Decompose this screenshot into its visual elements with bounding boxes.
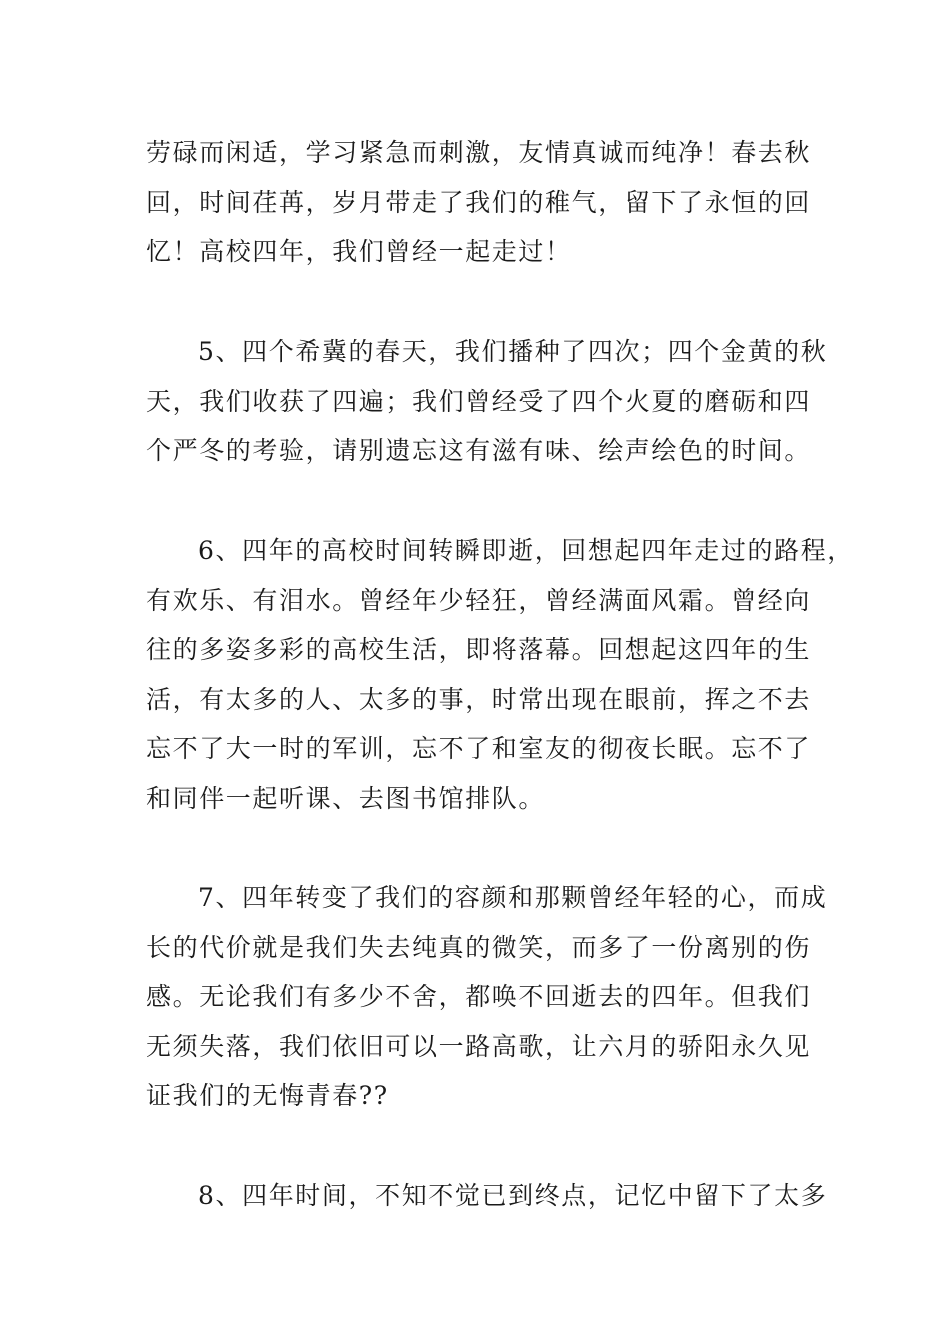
paragraph-7 xyxy=(146,873,828,1121)
text-line: 长的代价就是我们失去纯真的微笑，而多了一份离别的伤 xyxy=(146,932,812,962)
text-line: 回，时间荏苒，岁月带走了我们的稚气，留下了永恒的回 xyxy=(146,187,812,217)
text-line: 劳碌而闲适，学习紧急而刺激，友情真诚而纯净！春去秋 xyxy=(146,138,812,167)
paragraph-6 xyxy=(146,526,854,823)
text-line: 往的多姿多彩的高校生活，即将落幕。回想起这四年的生 xyxy=(146,635,812,664)
paragraph-8 xyxy=(146,1171,828,1221)
text-line: 活，有太多的人、太多的事，时常出现在眼前，挥之不去 xyxy=(146,684,812,714)
text-line: 天，我们收获了四遍；我们曾经受了四个火夏的磨砺和四 xyxy=(146,386,812,416)
text-line: 忆！高校四年，我们曾经一起走过！ xyxy=(146,237,572,266)
text-line: 有欢乐、有泪水。曾经年少轻狂，曾经满面风霜。曾经向 xyxy=(146,585,812,615)
text-line: 无须失落，我们依旧可以一路高歌，让六月的骄阳永久见 xyxy=(146,1031,812,1061)
text-line: 7、四年转变了我们的容颜和那颗曾经年轻的心，而成 xyxy=(198,883,828,912)
text-line: 5、四个希冀的春天，我们播种了四次；四个金黄的秋 xyxy=(198,337,828,366)
text-line: 证我们的无悔青春?? xyxy=(146,1081,389,1110)
text-line: 6、四年的高校时间转瞬即逝，回想起四年走过的路程， xyxy=(198,536,854,565)
text-line: 8、四年时间，不知不觉已到终点，记忆中留下了太多 xyxy=(198,1181,828,1210)
paragraph-5 xyxy=(146,327,828,476)
text-line: 忘不了大一时的军训，忘不了和室友的彻夜长眠。忘不了 xyxy=(146,734,812,763)
text-line: 感。无论我们有多少不舍，都唤不回逝去的四年。但我们 xyxy=(146,982,812,1011)
text-line: 和同伴一起听课、去图书馆排队。 xyxy=(146,783,546,813)
paragraph-intro xyxy=(146,128,816,277)
text-line: 个严冬的考验，请别遗忘这有滋有味、绘声绘色的时间。 xyxy=(146,436,812,465)
